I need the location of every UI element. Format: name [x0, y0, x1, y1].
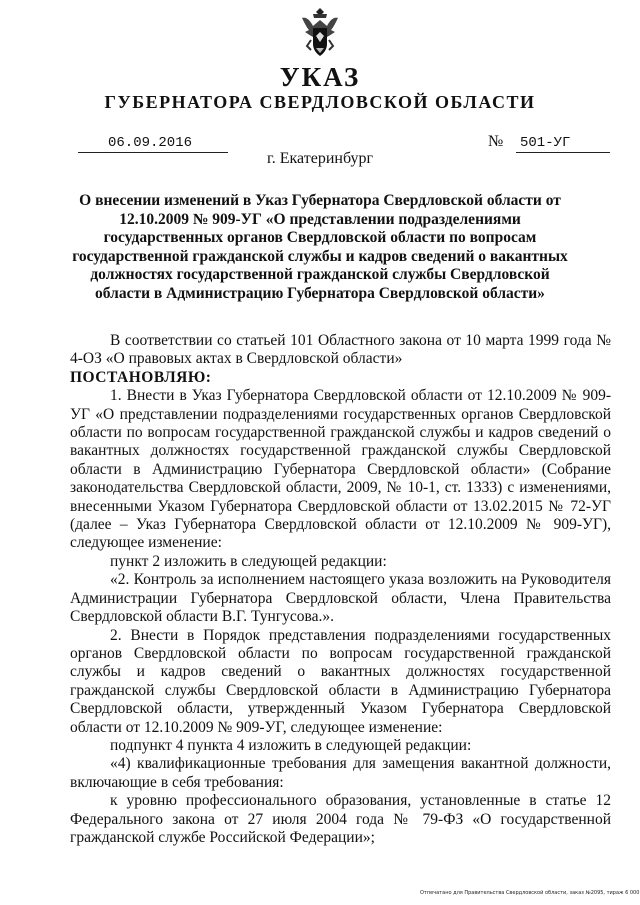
paragraph-item-1: 1. Внести в Указ Губернатора Свердловской области от 12.10.2009 № 909-УГ «О представлении подразделениями государственных органов Свердловской области по вопросам государственной гражданской службы и кадров сведений о вакантных должностях государственной гражданской службы Свердловской области в Администрацию Губернатора Свердловской области» (Собрание законодательства Свердловской области, 2009, № 10-1, ст. 1333) с изменениями, внесенными Указом Губернатора Свердловской области от 13.02.2015 № 72-УГ (далее – Указ Губернатора Свердловской области от 12.10.2009 № 909-УГ), следующее изменение:: [70, 387, 611, 552]
document-title: УКАЗ: [279, 62, 361, 92]
paragraph-item-2-text: «4) квалификационные требования для замещения вакантной должности, включающие в себя требования:: [70, 755, 611, 791]
paragraph-item-2: 2. Внести в Порядок представления подразделениями государственных органов Свердловской области по вопросам государственной гражданской службы и кадров сведений о вакантных должностях государственной гражданской службы Свердловской области в Администрацию Губернатора Свердловской области, утвержденный Указом Губернатора Свердловской области от 12.10.2009 № 909-УГ, следующее изменение:: [70, 626, 611, 736]
document-subtitle: ГУБЕРНАТОРА СВЕРДЛОВСКОЙ ОБЛАСТИ: [104, 92, 536, 112]
document-body: [70, 332, 611, 847]
number-label: №: [488, 133, 504, 150]
coat-of-arms-emblem: [299, 6, 341, 60]
paragraph-item-1-instruction: пункт 2 изложить в следующей редакции:: [110, 552, 387, 570]
paragraph-item-1-text: «2. Контроль за исполнением настоящего указа возложить на Руководителя Администрации Губернатора Свердловской области, Члена Правительства Свердловской области В.Г. Тунгусова.».: [70, 571, 611, 626]
document-number: 501-УГ: [516, 135, 610, 153]
decree-heading: О внесении изменений в Указ Губернатора Свердловской области от 12.10.2009 № 909-УГ «О представлении подразделениями государственных органов Свердловской области по вопросам государственной гражданской службы и кадров сведений о вакантных должностях государственной гражданской службы Свердловской области в Администрацию Губернатора Свердловской области»: [72, 192, 568, 302]
document-date: 06.09.2016: [78, 135, 228, 153]
city: г. Екатеринбург: [266, 150, 374, 167]
decree-word: ПОСТАНОВЛЯЮ:: [70, 368, 212, 386]
preamble-paragraph: В соответствии со статьей 101 Областного закона от 10 марта 1999 года № 4-ОЗ «О правовых актах в Свердловской области»: [70, 332, 611, 368]
paragraph-item-2-requirements: к уровню профессионального образования, установленные в статье 12 Федерального закона от 27 июля 2004 года № 79-ФЗ «О государственной гражданской службе Российской Федерации»;: [70, 792, 611, 846]
print-footer: Отпечатано для Правительства Свердловской области, заказ №2095, тираж 6 000: [420, 890, 640, 896]
paragraph-item-2-instruction: подпункт 4 пункта 4 изложить в следующей редакции:: [110, 736, 472, 754]
